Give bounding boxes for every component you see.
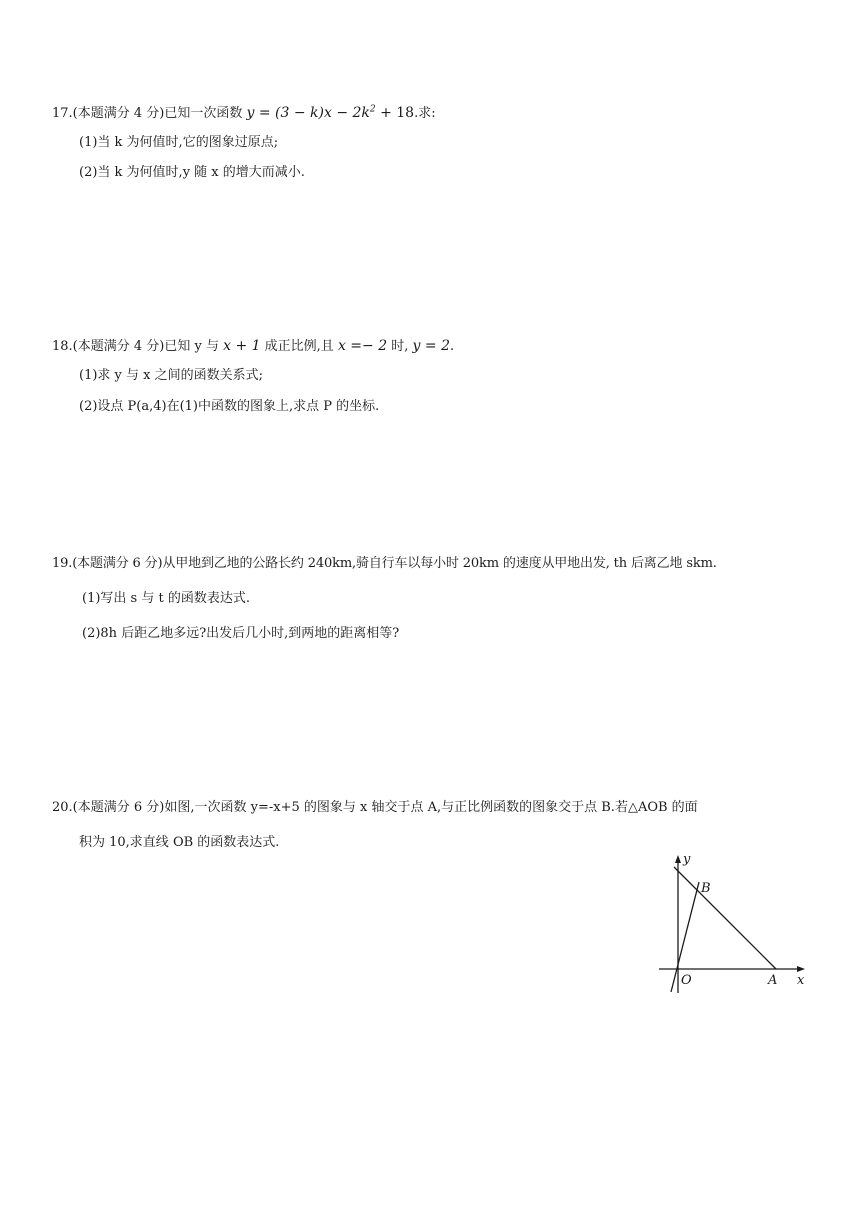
q17-equation-post: + 18 [375, 105, 415, 121]
q18-expr: x + 1 [223, 338, 261, 354]
q19-stem: 19.(本题满分 6 分)从甲地到乙地的公路长约 240km,骑自行车以每小时 20km 的速度从甲地出发, th 后离乙地 skm. [52, 556, 717, 571]
q18-cond-y: y = 2 [412, 338, 450, 354]
label-a: A [768, 973, 778, 988]
q18-cond-x: x =− 2 [337, 338, 388, 354]
q17-equation-pre: y = (3 − k)x − 2k [246, 105, 370, 121]
q20-figure [655, 850, 815, 1000]
q17-part2: (2)当 k 为何值时,y 随 x 的增大而减小. [79, 165, 305, 180]
q17-equation [247, 105, 415, 121]
q19-part1: (1)写出 s 与 t 的函数表达式. [82, 591, 250, 606]
q19-part2: (2)8h 后距乙地多远?出发后几小时,到两地的距离相等? [82, 626, 400, 641]
label-y: y [683, 852, 691, 867]
label-b: B [701, 881, 711, 896]
q17-equation-exp: 2 [369, 104, 376, 115]
x-axis-arrow [797, 966, 805, 972]
q18-stem [52, 337, 454, 356]
label-o: O [681, 973, 692, 988]
q18-stem-post: . [449, 339, 455, 354]
q17-stem-pre: 17.(本题满分 4 分)已知一次函数 [52, 106, 247, 121]
q18-stem-mid2: 时, [387, 339, 413, 354]
q17-part1: (1)当 k 为何值时,它的图象过原点; [79, 135, 279, 150]
label-x: x [797, 973, 805, 988]
q18-part2: (2)设点 P(a,4)在(1)中函数的图象上,求点 P 的坐标. [79, 399, 380, 414]
q17-stem-post: .求: [414, 106, 436, 121]
q18-stem-pre: 18.(本题满分 4 分)已知 y 与 [52, 339, 224, 354]
q17-stem [52, 104, 436, 123]
q18-part1: (1)求 y 与 x 之间的函数关系式; [79, 368, 263, 383]
q20-stem-line1: 20.(本题满分 6 分)如图,一次函数 y=-x+5 的图象与 x 轴交于点 A,与正比例函数的图象交于点 B.若△AOB 的面 [52, 800, 698, 815]
q20-stem-line2: 积为 10,求直线 OB 的函数表达式. [79, 835, 280, 850]
y-axis-arrow [675, 855, 681, 863]
q18-stem-mid: 成正比例,且 [260, 339, 338, 354]
